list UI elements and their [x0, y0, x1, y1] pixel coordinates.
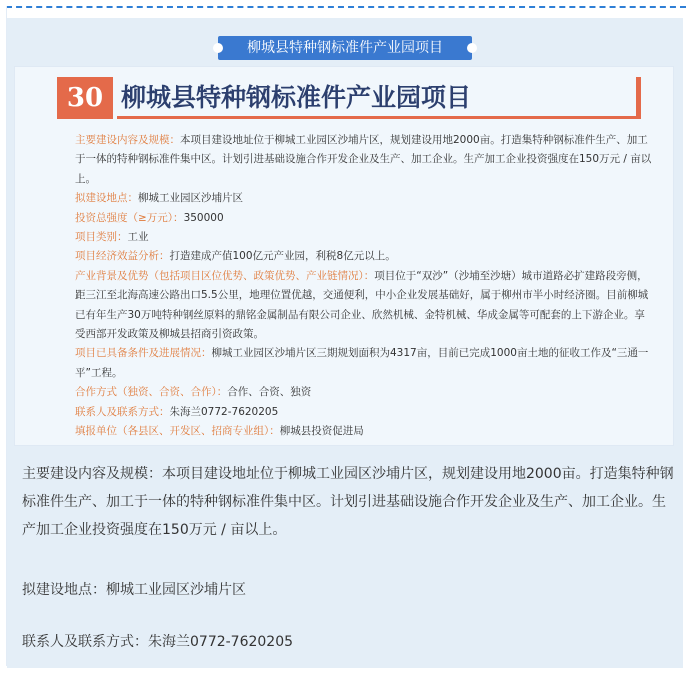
row-value: 合作、合资、独资: [227, 386, 312, 399]
row-label: 主要建设内容及规模：: [75, 134, 180, 146]
project-number: 30: [57, 77, 113, 119]
row-value: 朱海兰0772-7620205: [169, 405, 279, 418]
row-label: 填报单位（各县区、开发区、招商专业组）：: [75, 425, 280, 438]
card-header: [57, 77, 641, 119]
card-row-unit: [53, 422, 653, 441]
header-accent: [636, 77, 641, 119]
card-row-cooperation: [53, 383, 653, 402]
row-label: 项目类别：: [75, 231, 128, 244]
summary-contact-paragraph: 联系人及联系方式：朱海兰0772-7620205: [22, 634, 294, 650]
card-row-progress: [53, 344, 653, 383]
row-label: 项目经济效益分析：: [75, 250, 170, 263]
row-value: 工业: [127, 231, 149, 244]
row-value: 柳城工业园区沙埔片区: [138, 192, 243, 205]
row-value: 柳城工业园区沙埔片区三期规划面积为4317亩，目前已完成1000亩土地的征收工作及“三通一平”工程。: [75, 347, 649, 379]
row-label: 产业背景及优势（包括项目区位优势、政策优势、产业链情况）：: [75, 269, 375, 282]
summary-section: [22, 460, 674, 650]
row-label: 项目已具备条件及进展情况：: [75, 347, 212, 360]
row-label: 联系人及联系方式：: [75, 405, 170, 418]
card-row-location: [53, 189, 653, 208]
project-title: 柳城县特种钢标准件产业园项目: [117, 77, 641, 119]
card-row-contact: [53, 403, 653, 422]
card-row-category: [53, 228, 653, 247]
row-value: 打造建成产值100亿元产业园，利税8亿元以上。: [169, 250, 396, 263]
row-value: 柳城县投资促进局: [279, 425, 364, 438]
row-value: 350000: [183, 211, 224, 224]
card-body: [53, 131, 653, 442]
card-row-benefit: [53, 247, 653, 266]
project-card: [14, 66, 674, 446]
row-label: 合作方式（独资、合资、合作）：: [75, 386, 228, 399]
row-value: 本项目建设地址位于柳城工业园区沙埔片区，规划建设用地2000亩。打造集特种钢标准件生产、加工于一体的特种钢标准件集中区。计划引进基础设施合作开发企业及生产、加工企业。生产加工企业投资强度在150万元 / 亩以上。: [75, 134, 652, 185]
summary-location-paragraph: 拟建设地点：柳城工业园区沙埔片区: [22, 582, 246, 598]
row-label: 投资总强度（≥万元）：: [75, 211, 184, 224]
row-label: 拟建设地点：: [75, 192, 138, 205]
card-row-background: [53, 267, 653, 345]
section-title-tag: 柳城县特种钢标准件产业园项目: [218, 36, 472, 60]
dashed-divider: [6, 6, 686, 8]
card-row-investment: [53, 209, 653, 228]
row-value: 项目位于“双沙”（沙埔至沙塘）城市道路必扩建路段旁侧，距三江至北海高速公路出口5.5公里，地理位置优越，交通便利，中小企业发展基础好，属于柳州市半小时经济圈。目前柳城已有年生产30万吨特种钢丝原料的鼎铭金属制品有限公司企业、欣然机械、金特机械、华成金属等可配套的上下游企业。享受西部开发政策及柳城县招商引资政策。: [75, 269, 649, 341]
card-row-scale: [53, 131, 653, 189]
summary-scale-paragraph: 主要建设内容及规模：本项目建设地址位于柳城工业园区沙埔片区，规划建设用地2000亩。打造集特种钢标准件生产、加工于一体的特种钢标准件集中区。计划引进基础设施合作开发企业及生产、加工企业。生产加工企业投资强度在150万元 / 亩以上。: [22, 466, 674, 538]
